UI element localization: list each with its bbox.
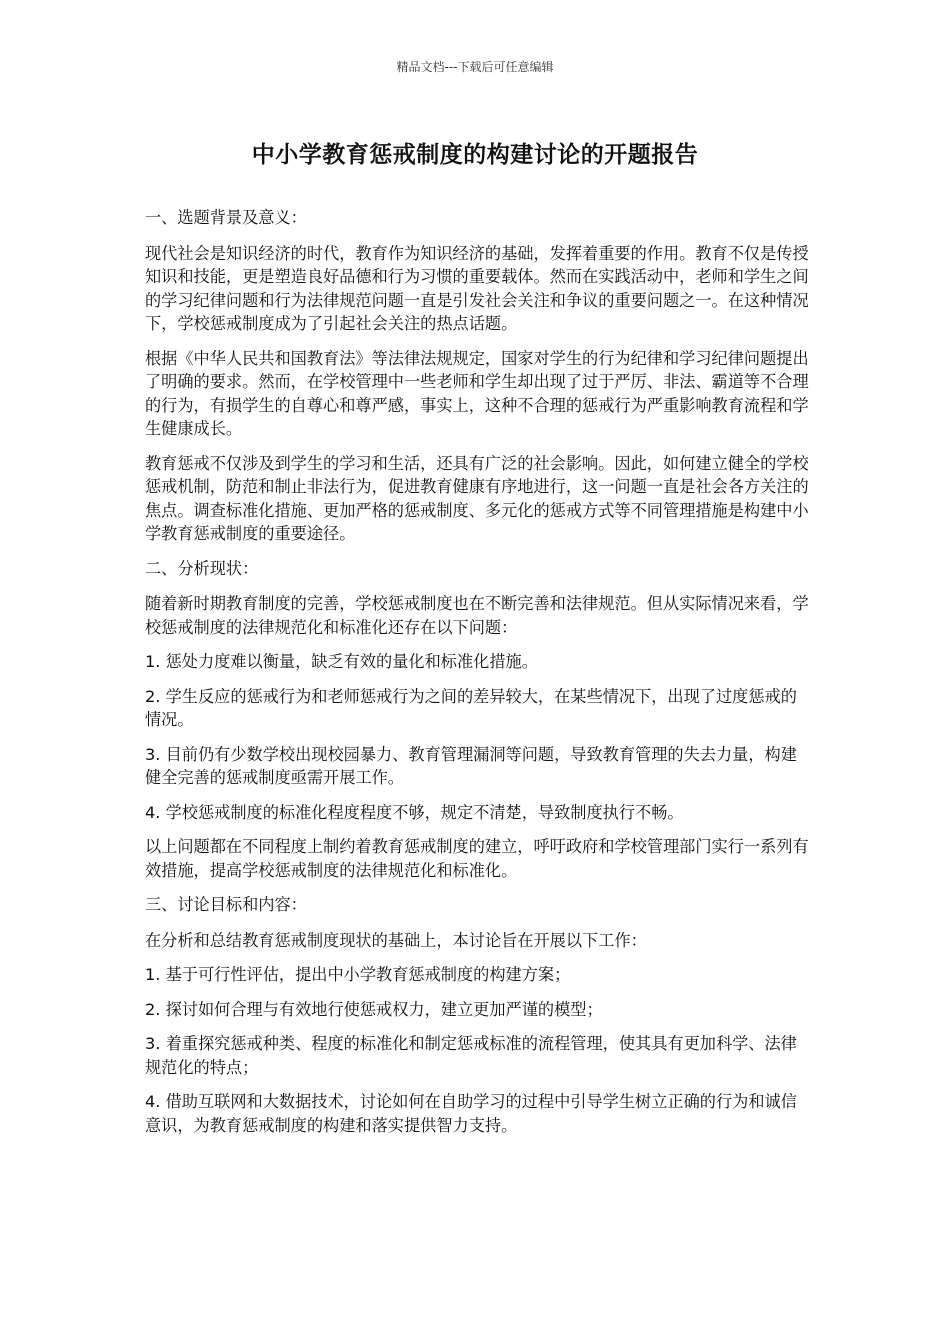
list-item: 4. 借助互联网和大数据技术，讨论如何在自助学习的过程中引导学生树立正确的行为和诚信意识，为教育惩戒制度的构建和落实提供智力支持。 (145, 1092, 797, 1135)
section-heading-goals: 三、讨论目标和内容： (145, 895, 307, 914)
list-item: 3. 着重探究惩戒种类、程度的标准化和制定惩戒标准的流程管理，使其具有更加科学、法律规范化的特点； (145, 1034, 797, 1077)
body-paragraph: 现代社会是知识经济的时代，教育作为知识经济的基础，发挥着重要的作用。教育不仅是传授知识和技能，更是塑造良好品德和行为习惯的重要载体。然而在实践活动中，老师和学生之间的学习纪律问题和行为法律规范问题一直是引发社会关注和争议的重要问题之一。在这种情况下，学校惩戒制度成为了引起社会关注的热点话题。 (145, 243, 809, 333)
body-paragraph: 根据《中华人民共和国教育法》等法律法规规定，国家对学生的行为纪律和学习纪律问题提出了明确的要求。然而，在学校管理中一些老师和学生却出现了过于严厉、非法、霸道等不合理的行为，有损学生的自尊心和尊严感，事实上，这种不合理的惩戒行为严重影响教育流程和学生健康成长。 (145, 348, 809, 438)
list-item: 2. 探讨如何合理与有效地行使惩戒权力，建立更加严谨的模型； (145, 999, 603, 1019)
body-paragraph: 以上问题都在不同程度上制约着教育惩戒制度的建立，呼吁政府和学校管理部门实行一系列有效措施，提高学校惩戒制度的法律规范化和标准化。 (145, 837, 809, 880)
document-body (145, 206, 810, 1148)
body-paragraph: 随着新时期教育制度的完善，学校惩戒制度也在不断完善和法律规范。但从实际情况来看，学校惩戒制度的法律规范化和标准化还存在以下问题： (145, 594, 809, 637)
list-item: 1. 基于可行性评估，提出中小学教育惩戒制度的构建方案； (145, 965, 571, 984)
body-paragraph: 在分析和总结教育惩戒制度现状的基础上，本讨论旨在开展以下工作： (145, 930, 647, 950)
section-heading-status: 二、分析现状： (145, 558, 259, 578)
document-title: 中小学教育惩戒制度的构建讨论的开题报告 (251, 142, 699, 168)
list-item: 2. 学生反应的惩戒行为和老师惩戒行为之间的差异较大，在某些情况下，出现了过度惩戒的情况。 (145, 686, 797, 729)
list-item: 4. 学校惩戒制度的标准化程度程度不够，规定不清楚，导致制度执行不畅。 (145, 802, 684, 822)
list-item: 1. 惩处力度难以衡量，缺乏有效的量化和标准化措施。 (145, 652, 538, 671)
section-heading-background: 一、选题背景及意义： (145, 208, 307, 227)
list-item: 3. 目前仍有少数学校出现校园暴力、教育管理漏洞等问题，导致教育管理的失去力量，构建健全完善的惩戒制度亟需开展工作。 (145, 744, 797, 787)
body-paragraph: 教育惩戒不仅涉及到学生的学习和生活，还具有广泛的社会影响。因此，如何建立健全的学校惩戒机制，防范和制止非法行为，促进教育健康有序地进行，这一问题一直是社会各方关注的焦点。调查标准化措施、更加严格的惩戒制度、多元化的惩戒方式等不同管理措施是构建中小学教育惩戒制度的重要途径。 (145, 453, 809, 543)
header-note: 精品文档---下载后可任意编辑 (396, 60, 554, 74)
